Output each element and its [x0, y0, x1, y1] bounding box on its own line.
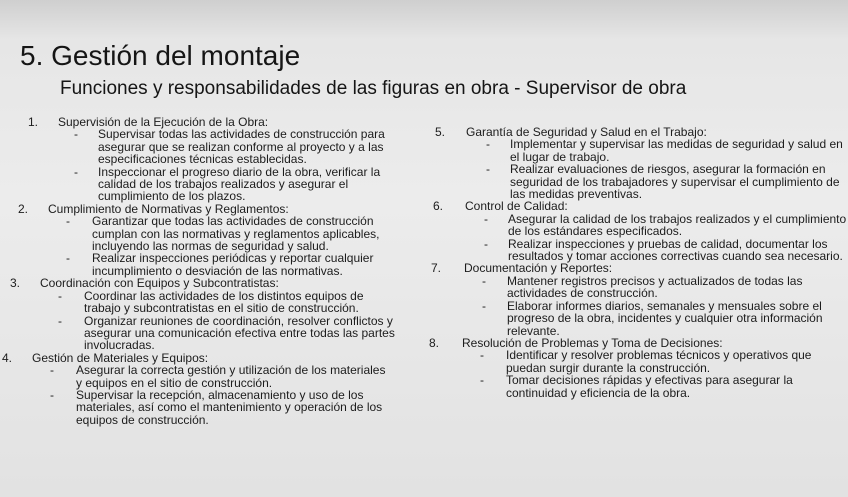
list-item [428, 126, 848, 200]
bullet-point [428, 275, 848, 300]
bullet-point [0, 166, 420, 203]
item-heading: Control de Calidad: [465, 199, 568, 214]
bullet-point [0, 252, 420, 277]
bullet-dash: - [486, 162, 490, 177]
page-subtitle: Funciones y responsabilidades de las figuras en obra - Supervisor de obra [60, 78, 687, 99]
item-heading-row [428, 262, 848, 274]
bullet-text: Realizar evaluaciones de riesgos, asegurar la formación en seguridad de los trabajadores y supervisar el cumplimiento de las medidas preventivas. [510, 162, 840, 202]
item-number: 6. [433, 199, 444, 214]
list-item [0, 203, 420, 277]
item-heading: Coordinación con Equipos y Subcontratistas: [40, 276, 279, 291]
item-number: 7. [431, 261, 442, 276]
bullet-point [428, 300, 848, 337]
list-item [428, 337, 848, 399]
item-heading: Garantía de Seguridad y Salud en el Trabajo: [466, 125, 707, 139]
bullet-point [428, 163, 848, 200]
bullet-dash: - [484, 236, 488, 251]
bullet-point [428, 238, 848, 263]
item-number: 4. [2, 350, 13, 365]
bullet-text: Coordinar las actividades de los distintos equipos de trabajo y subcontratistas en el sitio de construcción. [84, 288, 364, 316]
list-item [428, 200, 848, 262]
bullet-point [428, 374, 848, 399]
bullet-text: Realizar inspecciones periódicas y reportar cualquier incumplimiento o desviación de las normativas. [92, 251, 374, 278]
item-number: 8. [429, 335, 440, 350]
bullet-text: Elaborar informes diarios, semanales y mensuales sobre el progreso de la obra, incidentes y cualquier otra información relevante. [507, 298, 823, 338]
bullet-dash: - [66, 214, 70, 229]
item-heading-row [428, 200, 848, 212]
list-item [0, 352, 420, 426]
bullet-point [428, 213, 848, 238]
list-item [0, 277, 420, 351]
item-heading-row [0, 277, 420, 289]
bullet-dash: - [486, 137, 490, 152]
right-column [428, 126, 848, 399]
bullet-point [428, 138, 848, 163]
bullet-point [0, 290, 420, 315]
item-heading: Documentación y Reportes: [464, 261, 613, 276]
item-number: 1. [28, 115, 39, 129]
bullet-text: Inspeccionar el progreso diario de la obra, verificar la calidad de los trabajos realizados y asegurar el cumplimiento de los plazos. [98, 164, 381, 204]
bullet-dash: - [58, 313, 62, 328]
bullet-text: Supervisar la recepción, almacenamiento y uso de los materiales, así como el mantenimiento y operación de los equipos de construcción. [76, 387, 383, 427]
bullet-dash: - [66, 251, 70, 266]
bullet-point [0, 215, 420, 252]
bullet-text: Organizar reuniones de coordinación, resolver conflictos y asegurar una comunicación efectiva entre todas las partes involucradas. [84, 313, 395, 353]
bullet-point [0, 389, 420, 426]
bullet-dash: - [74, 164, 78, 179]
list-item [0, 116, 420, 203]
item-number: 2. [18, 201, 29, 216]
bullet-dash: - [58, 288, 62, 303]
item-heading: Cumplimiento de Normativas y Reglamentos: [48, 201, 289, 216]
bullet-text: Asegurar la correcta gestión y utilización de los materiales y equipos en el sitio de construcción. [76, 363, 386, 390]
bullet-text: Implementar y supervisar las medidas de seguridad y salud en el lugar de trabajo. [510, 137, 843, 164]
bullet-dash: - [482, 273, 486, 288]
bullet-text: Tomar decisiones rápidas y efectivas para asegurar la continuidad y eficiencia de la obra. [506, 373, 793, 400]
bullet-text: Asegurar la calidad de los trabajos realizados y el cumplimiento de los estándares especificados. [508, 211, 847, 239]
item-heading: Supervisión de la Ejecución de la Obra: [58, 115, 269, 129]
bullet-dash: - [482, 298, 486, 313]
bullet-text: Garantizar que todas las actividades de construcción cumplan con las normativas y reglamentos aplicables, incluyendo las normas de seguridad y salud. [92, 214, 380, 254]
bullet-text: Identificar y resolver problemas técnicos y operativos que puedan surgir durante la construcción. [506, 348, 812, 375]
item-number: 3. [10, 276, 21, 291]
page-title: 5. Gestión del montaje [20, 40, 301, 71]
bullet-dash: - [480, 348, 484, 363]
left-column [0, 116, 420, 426]
bullet-point [0, 315, 420, 352]
bullet-text: Supervisar todas las actividades de construcción para asegurar que se realizan conforme al proyecto y a las especificaciones técnicas establecidas. [98, 127, 385, 167]
bullet-dash: - [484, 211, 488, 226]
bullet-dash: - [50, 363, 54, 378]
bullet-point [0, 128, 420, 165]
item-heading: Resolución de Problemas y Toma de Decisiones: [462, 335, 723, 350]
bullet-text: Mantener registros precisos y actualizados de todas las actividades de construcción. [507, 273, 803, 301]
bullet-text: Realizar inspecciones y pruebas de calidad, documentar los resultados y tomar acciones correctivas cuando sea necesario. [508, 236, 843, 264]
bullet-point [0, 364, 420, 389]
list-item [428, 262, 848, 336]
bullet-point [428, 349, 848, 374]
item-heading: Gestión de Materiales y Equipos: [32, 350, 209, 365]
bullet-dash: - [74, 127, 78, 142]
item-number: 5. [435, 125, 446, 139]
bullet-dash: - [480, 373, 484, 388]
bullet-dash: - [50, 387, 54, 402]
